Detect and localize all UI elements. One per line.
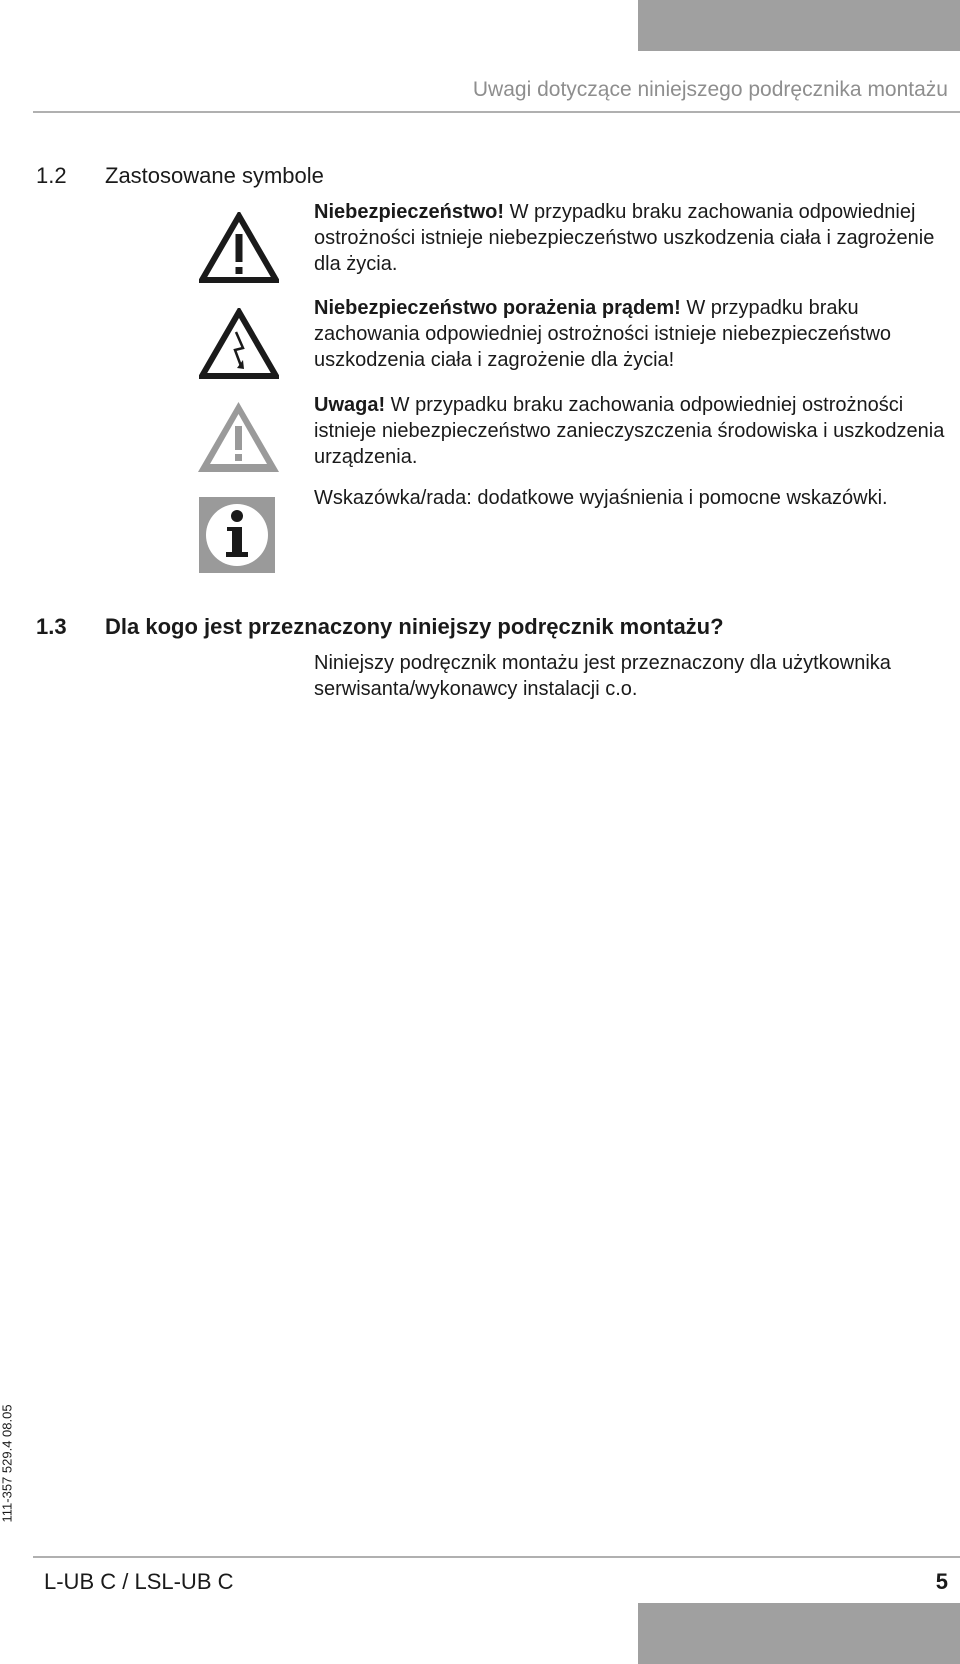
symbol-text: W przypadku braku zachowania odpowiedniej ostrożności istnieje niebezpieczeństwo uszkodzenia ciała i zagrożenie dla życia.: [314, 201, 935, 275]
symbol-label: Uwaga!: [314, 394, 386, 416]
section-title: Zastosowane symbole: [105, 163, 324, 188]
symbol-text: Wskazówka/rada: dodatkowe wyjaśnienia i pomocne wskazówki.: [314, 487, 888, 509]
caution-warning-icon: [197, 400, 280, 474]
footer-rule: [33, 1556, 960, 1558]
symbol-label: Niebezpieczeństwo porażenia prądem!: [314, 297, 681, 319]
symbol-text: W przypadku braku zachowania odpowiedniej ostrożności istnieje niebezpieczeństwo uszkodzenia ciała i zagrożenie dla życia!: [314, 297, 892, 371]
section-number: 1.3: [36, 614, 67, 639]
section-heading-1-2: [36, 163, 324, 189]
section-title: Dla kogo jest przeznaczony niniejszy podręcznik montażu?: [105, 614, 724, 639]
footer-bar: [638, 1603, 960, 1664]
info-icon: [199, 497, 275, 573]
danger-warning-icon: [199, 212, 279, 284]
section-heading-1-3: [36, 614, 724, 640]
electric-shock-warning-icon: [199, 308, 279, 380]
symbol-text: W przypadku braku zachowania odpowiedniej ostrożności istnieje niebezpieczeństwo zanieczyszczenia środowiska i uszkodzenia urządzenia.: [314, 394, 945, 468]
symbol-description-danger: [314, 199, 954, 277]
running-title: Uwagi dotyczące niniejszego podręcznika montażu: [472, 78, 948, 101]
symbol-description-electric: [314, 295, 954, 373]
symbol-label: Niebezpieczeństwo!: [314, 201, 505, 223]
page-number: 5: [935, 1569, 948, 1594]
header-rule: [33, 111, 960, 113]
footer-product-name: L-UB C / LSL-UB C: [44, 1569, 234, 1594]
section-number: 1.2: [36, 163, 67, 188]
symbol-description-caution: [314, 392, 954, 470]
section-1-3-text: Niniejszy podręcznik montażu jest przeznaczony dla użytkownika serwisanta/wykonawcy instalacji c.o.: [314, 652, 891, 700]
symbol-description-info: [314, 485, 954, 511]
document-code: 111-357 529.4 08.05: [0, 1404, 15, 1523]
header-bar: [638, 0, 960, 51]
